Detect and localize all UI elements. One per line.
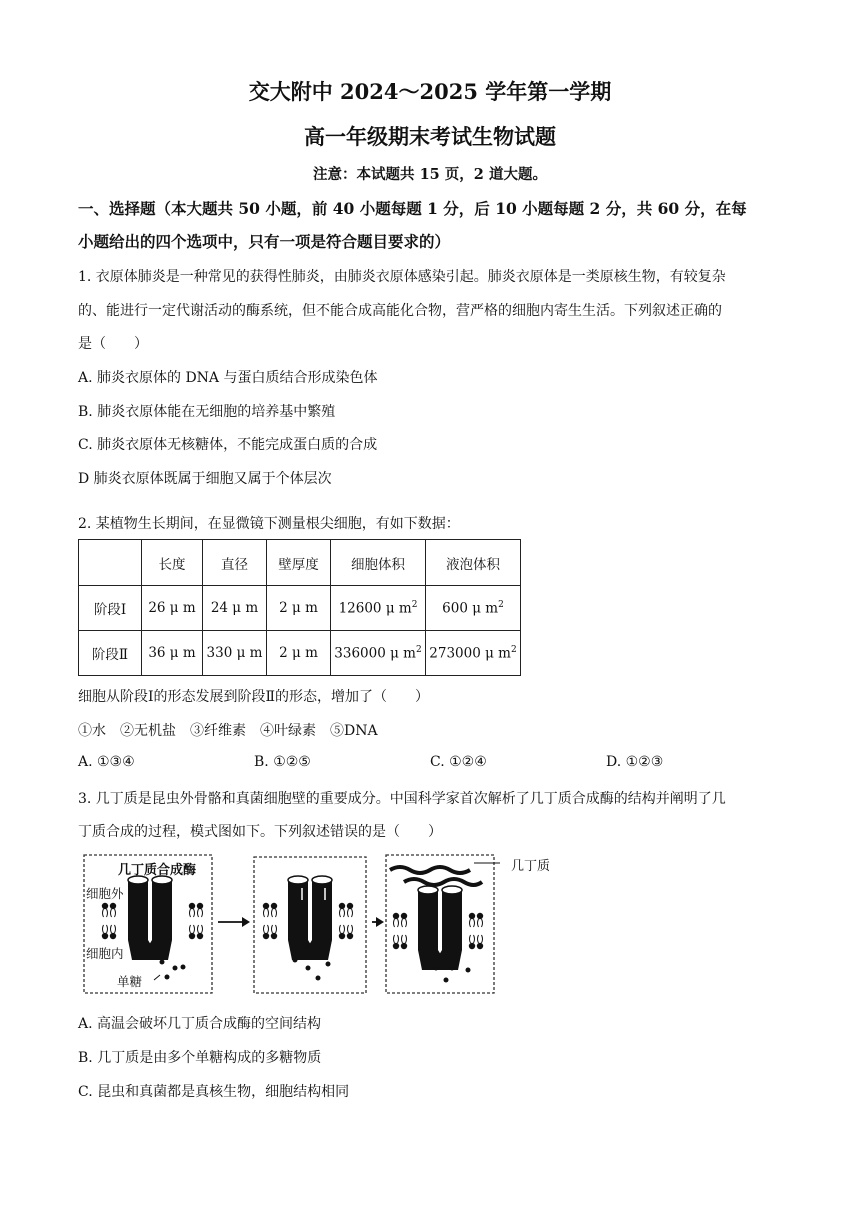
section-heading-line1: 一、选择题（本大题共 50 小题，前 40 小题每题 1 分，后 10 小题每题 2 分，共 60 分，在每: [78, 199, 747, 218]
q3-stem-line1: 3. 几丁质是昆虫外骨骼和真菌细胞壁的重要成分。中国科学家首次解析了几丁质合成酶的结构并阐明了几: [78, 791, 726, 807]
q1-stem-line2: 的、能进行一定代谢活动的酶系统，但不能合成高能化合物，营严格的细胞内寄生生活。下列叙述正确的: [78, 303, 722, 319]
table-cell-diameter: 330 μ m: [203, 631, 267, 676]
table-row: [79, 586, 521, 631]
value-text: 12600 μ m: [338, 600, 412, 617]
exam-title-line1: 交大附中 2024～2025 学年第一学期: [248, 79, 612, 104]
table-cell-length: 26 μ m: [142, 586, 203, 631]
table-cell-wall: 2 μ m: [267, 631, 331, 676]
q2-data-table: [78, 539, 521, 676]
q1-option-b: B. 肺炎衣原体能在无细胞的培养基中繁殖: [78, 404, 336, 420]
figure-label-outside: 细胞外: [86, 886, 124, 901]
unit-exponent: 2: [510, 644, 517, 655]
table-cell-length: 36 μ m: [142, 631, 203, 676]
q1-option-c: C. 肺炎衣原体无核糖体，不能完成蛋白质的合成: [78, 437, 378, 453]
table-header-row: [79, 540, 521, 586]
table-cell-cell-volume: [331, 631, 426, 676]
value-text: 273000 μ m: [429, 645, 511, 662]
figure-label-enzyme: 几丁质合成酶: [118, 863, 197, 878]
table-cell-cell-volume: [331, 586, 426, 631]
table-header-cell: [79, 540, 142, 586]
exam-title-line2: 高一年级期末考试生物试题: [304, 124, 556, 149]
q1-option-a: A. 肺炎衣原体的 DNA 与蛋白质结合形成染色体: [78, 370, 378, 386]
value-text: 600 μ m: [442, 600, 499, 617]
unit-exponent: 2: [415, 644, 422, 655]
q2-option-a: A. ①③④: [78, 754, 135, 770]
section-heading-line2: 小题给出的四个选项中，只有一项是符合题目要求的）: [78, 232, 451, 251]
table-header-cell: 长度: [142, 540, 203, 586]
figure-label-sugar: 单糖: [117, 974, 143, 989]
unit-exponent: 2: [498, 599, 504, 610]
q1-stem-line3: 是（ ）: [78, 336, 148, 352]
table-cell-diameter: 24 μ m: [203, 586, 267, 631]
q2-option-d: D. ①②③: [606, 754, 664, 770]
table-cell-vacuole-volume: [426, 631, 521, 676]
q2-option-b: B. ①②⑤: [254, 754, 311, 770]
figure-label-chitin: 几丁质: [511, 859, 551, 874]
q1-stem-line1: 1. 衣原体肺炎是一种常见的获得性肺炎，由肺炎衣原体感染引起。肺炎衣原体是一类原核生物，有较复杂: [78, 269, 726, 285]
table-header-cell: 细胞体积: [331, 540, 426, 586]
q3-option-c: C. 昆虫和真菌都是真核生物，细胞结构相同: [78, 1084, 350, 1100]
exam-notice: 注意：本试题共 15 页，2 道大题。: [313, 166, 547, 183]
q2-stem: 2. 某植物生长期间，在显微镜下测量根尖细胞，有如下数据：: [78, 516, 460, 532]
q3-option-b: B. 几丁质是由多个单糖构成的多糖物质: [78, 1050, 322, 1066]
table-cell-wall: 2 μ m: [267, 586, 331, 631]
q2-option-c: C. ①②④: [430, 754, 487, 770]
table-header-cell: 直径: [203, 540, 267, 586]
q3-stem-line2: 丁质合成的过程，模式图如下。下列叙述错误的是（ ）: [78, 824, 442, 840]
q2-items: ①水 ②无机盐 ③纤维素 ④叶绿素 ⑤DNA: [78, 723, 378, 739]
q1-option-d: D 肺炎衣原体既属于细胞又属于个体层次: [78, 471, 332, 487]
table-row: [79, 631, 521, 676]
q3-option-a: A. 高温会破坏几丁质合成酶的空间结构: [78, 1016, 322, 1032]
table-cell-stage: 阶段Ⅰ: [79, 586, 142, 631]
q2-question: 细胞从阶段Ⅰ的形态发展到阶段Ⅱ的形态，增加了（ ）: [78, 689, 430, 705]
table-header-cell: 液泡体积: [426, 540, 521, 586]
value-text: 336000 μ m: [334, 645, 416, 662]
unit-exponent: 2: [411, 599, 418, 610]
table-header-cell: 壁厚度: [267, 540, 331, 586]
table-cell-vacuole-volume: [426, 586, 521, 631]
figure-label-inside: 细胞内: [86, 946, 124, 961]
table-cell-stage: 阶段Ⅱ: [79, 631, 142, 676]
